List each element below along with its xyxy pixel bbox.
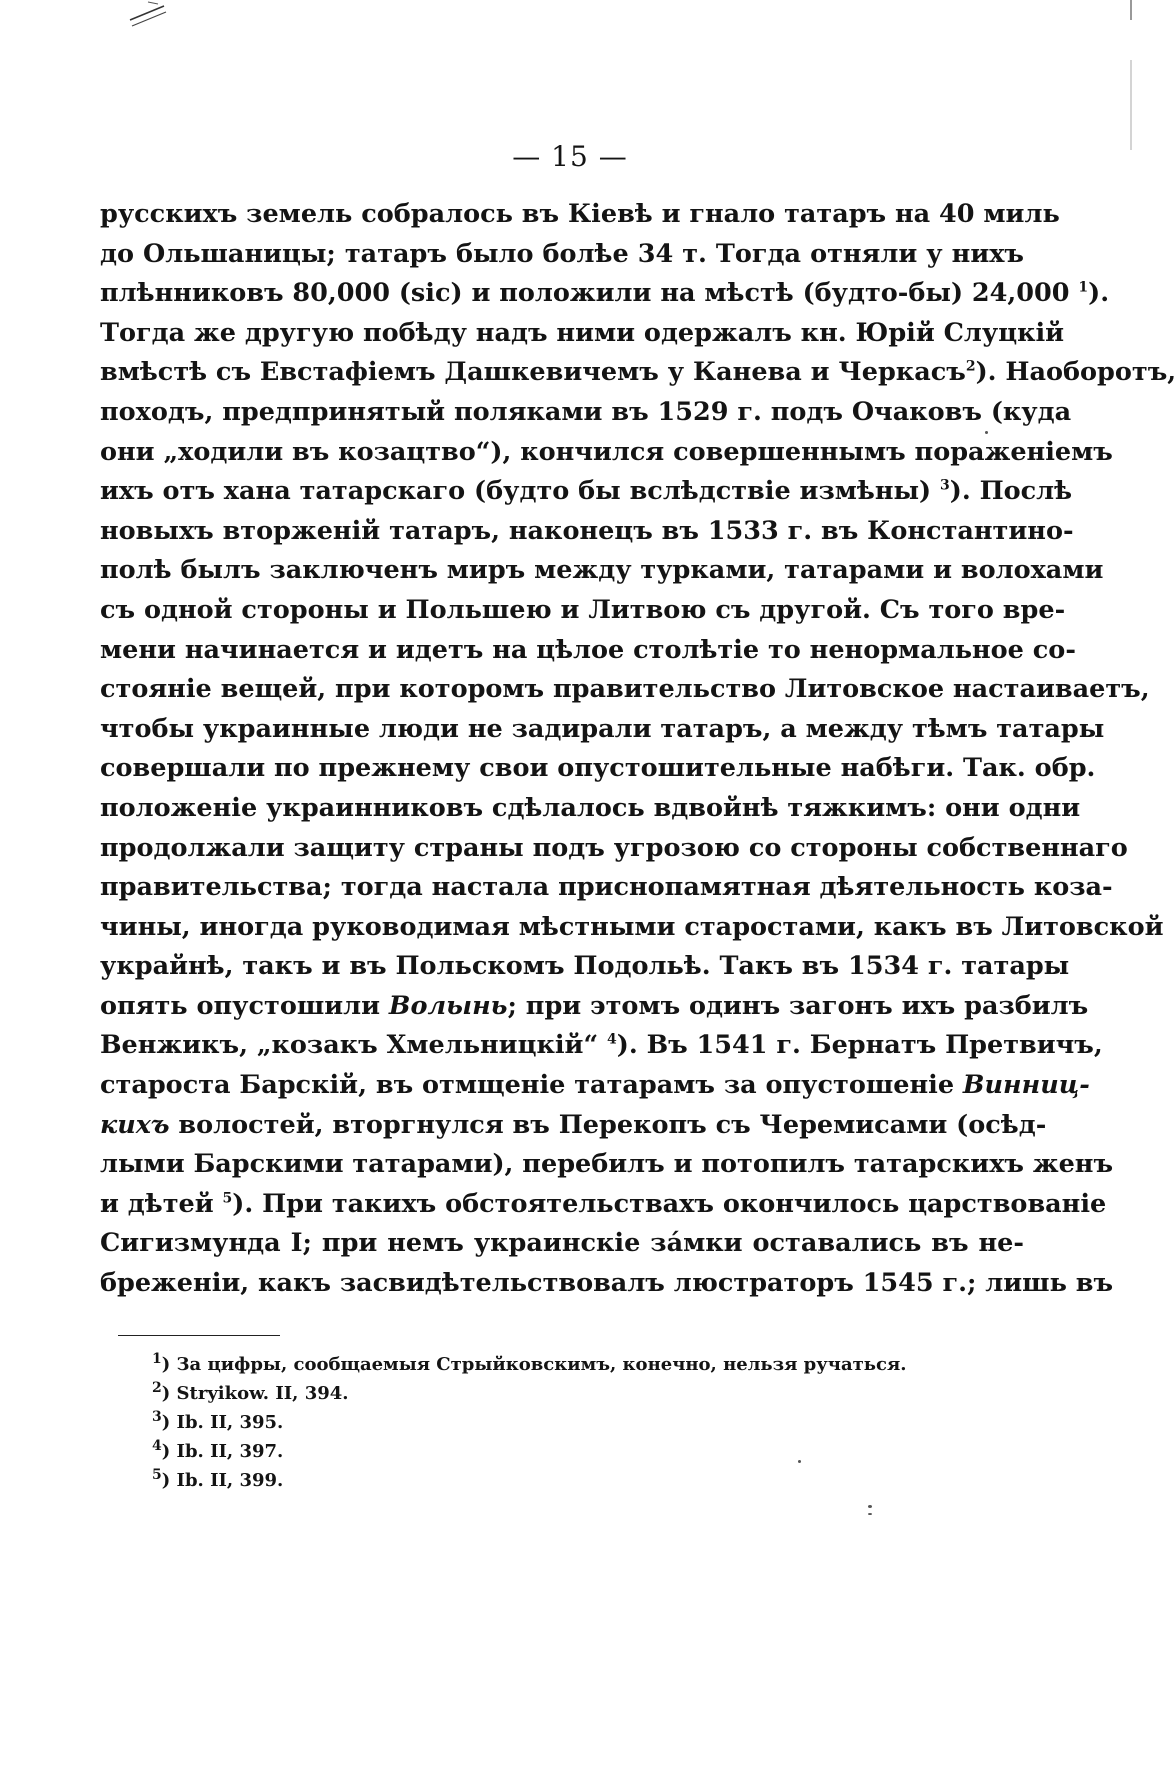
page-number: — 15 — bbox=[512, 140, 628, 173]
text-line: украйнѣ, такъ и въ Польскомъ Подольѣ. Такъ въ 1534 г. татары bbox=[100, 951, 1070, 982]
text-line: Сигизмунда I; при немъ украинскіе зáмки оставались въ не- bbox=[100, 1228, 1024, 1259]
text-line: правительства; тогда настала приснопамятная дѣятельность коза- bbox=[100, 872, 1113, 903]
text-line: съ одной стороны и Польшею и Литвою съ другой. Съ того вре- bbox=[100, 594, 1066, 625]
text-line: полѣ былъ заключенъ миръ между турками, татарами и волохами bbox=[100, 555, 1104, 586]
text-line: до Ольшаницы; татаръ было болѣе 34 т. Тогда отняли у нихъ bbox=[100, 238, 1024, 269]
footnote-separator bbox=[118, 1335, 280, 1336]
footnote: $^5$) Ib. II, 399. bbox=[152, 1467, 284, 1491]
text-line: опять опустошили Волынь; при этомъ одинъ загонъ ихъ разбилъ bbox=[100, 990, 1089, 1021]
text-line: чтобы украинные люди не задирали татаръ, а между тѣмъ татары bbox=[100, 713, 1105, 744]
text-line: продолжали защиту страны подъ угрозою со стороны собственнаго bbox=[100, 832, 1128, 863]
text-line: мени начинается и идетъ на цѣлое столѣтіе то ненормальное со- bbox=[100, 634, 1076, 665]
scan-speck bbox=[985, 431, 988, 434]
footnote: $^2$) Stryikow. II, 394. bbox=[152, 1380, 349, 1404]
text-line: и дѣтей $^5$). При такихъ обстоятельствахъ окончилось царствованіе bbox=[100, 1188, 1107, 1219]
text-line: Венжикъ, „козакъ Хмельницкій“ $^4$). Въ 1541 г. Бернатъ Претвичъ, bbox=[100, 1030, 1103, 1061]
text-line: русскихъ земель собралось въ Кіевѣ и гнало татаръ на 40 миль bbox=[100, 199, 1060, 229]
text-line: положеніе украинниковъ сдѣлалось вдвойнѣ тяжкимъ: они одни bbox=[100, 792, 1081, 823]
text-line: ихъ отъ хана татарскаго (будто бы вслѣдствіе измѣны) $^3$). Послѣ bbox=[100, 476, 1073, 507]
text-line: лыми Барскими татарами), перебилъ и потопилъ татарскихъ женъ bbox=[100, 1149, 1114, 1180]
text-line: вмѣстѣ съ Евстафіемъ Дашкевичемъ у Канева и Черкасъ$^2$). Наоборотъ, bbox=[100, 357, 1176, 388]
footnote: $^4$) Ib. II, 397. bbox=[152, 1438, 284, 1462]
scan-edge-mark bbox=[1128, 0, 1134, 160]
text-line: они „ходили въ козацтво“), кончился совершеннымъ пораженіемъ bbox=[100, 436, 1113, 467]
text-line: плѣнниковъ 80,000 (sic) и положили на мѣстѣ (будто-бы) 24,000 $^1$). bbox=[100, 278, 1110, 309]
text-line: чины, иногда руководимая мѣстными старостами, какъ въ Литовской bbox=[100, 911, 1164, 942]
text-line: совершали по прежнему свои опустошительные набѣги. Так. обр. bbox=[100, 753, 1096, 784]
text-line: кихъ волостей, вторгнулся въ Перекопъ съ Черемисами (осѣд- bbox=[100, 1109, 1047, 1140]
scan-speck bbox=[798, 1460, 801, 1463]
text-line: новыхъ вторженій татаръ, наконецъ въ 1533 г. въ Константино- bbox=[100, 515, 1074, 546]
text-line: стояніе вещей, при которомъ правительство Литовское настаиваетъ, bbox=[100, 674, 1150, 705]
text-line: Тогда же другую побѣду надъ ними одержалъ кн. Юрій Слуцкій bbox=[100, 317, 1065, 348]
text-line: староста Барскій, въ отмщеніе татарамъ за опустошеніе Винниц- bbox=[100, 1070, 1090, 1101]
footnotes bbox=[152, 1350, 952, 1495]
scan-corner-mark bbox=[128, 0, 168, 28]
scan-speck bbox=[868, 1513, 872, 1515]
footnote: $^1$) За цифры, сообщаемыя Стрыйковскимъ, конечно, нельзя ручаться. bbox=[152, 1351, 907, 1375]
text-line: походъ, предпринятый поляками въ 1529 г. подъ Очаковъ (куда bbox=[100, 396, 1072, 427]
text-line: бреженіи, какъ засвидѣтельствовалъ люстраторъ 1545 г.; лишь въ bbox=[100, 1268, 1114, 1299]
footnote: $^3$) Ib. II, 395. bbox=[152, 1409, 284, 1433]
main-text bbox=[100, 195, 1176, 1304]
scan-speck bbox=[868, 1505, 872, 1508]
